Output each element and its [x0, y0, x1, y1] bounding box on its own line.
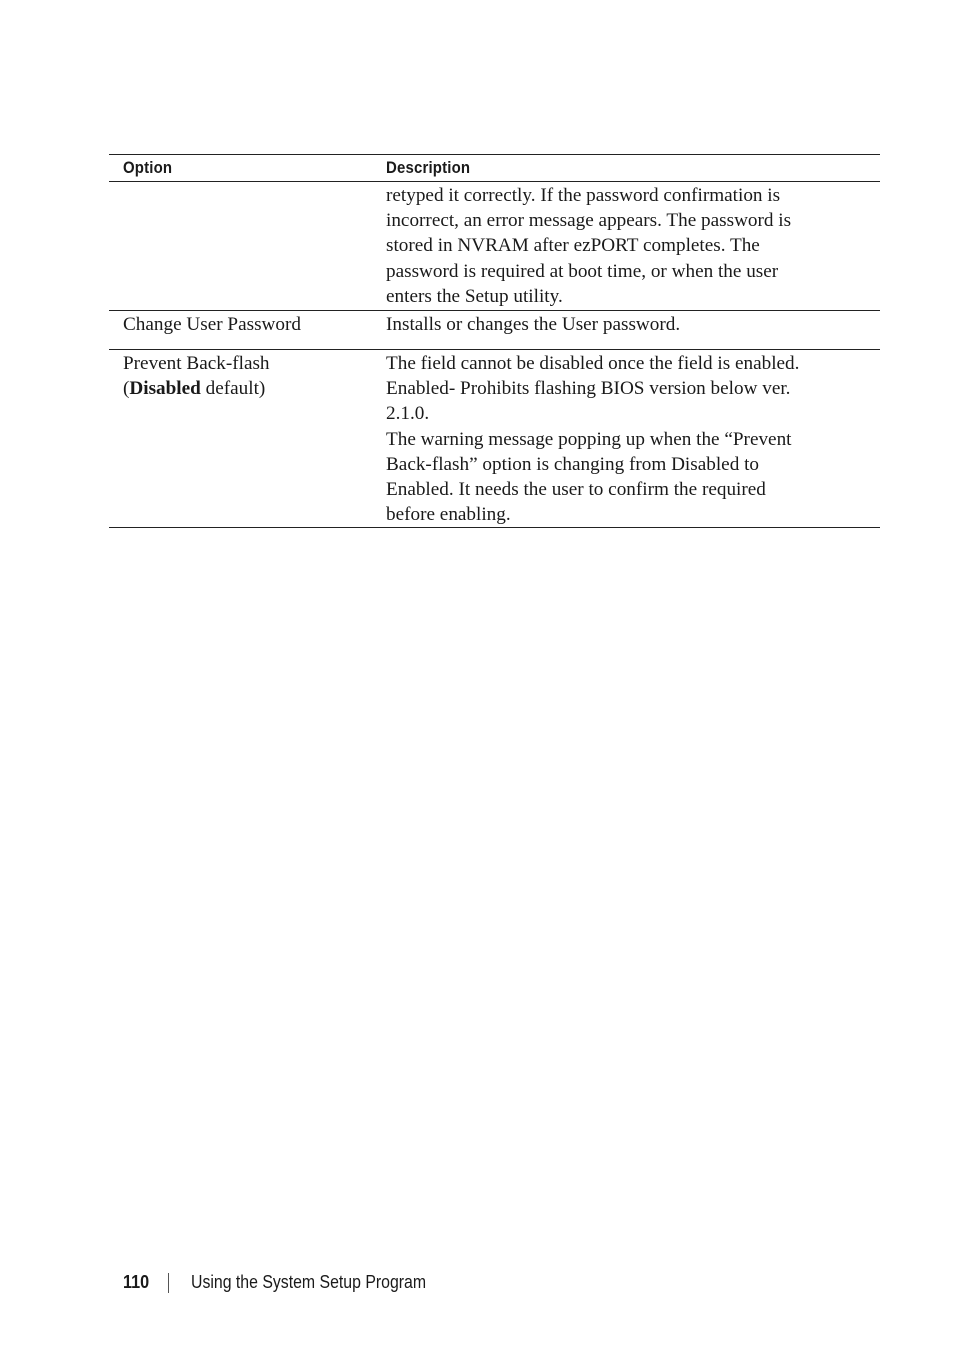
table-row [109, 182, 880, 310]
option-default-value: Disabled [129, 378, 201, 400]
option-cell [109, 351, 386, 527]
header-option-cell [109, 158, 386, 178]
table-bottom-rule [109, 527, 880, 528]
description-line: enters the Setup utility. [386, 285, 563, 307]
description-line: incorrect, an error message appears. The password is [386, 210, 792, 232]
option-default-rest: default) [200, 378, 266, 400]
option-default [123, 376, 386, 401]
description-line: The field cannot be disabled once the field is enabled. [386, 353, 800, 375]
description-line: retyped it correctly. If the password confirmation is [386, 185, 781, 206]
description-line: stored in NVRAM after ezPORT completes. The [386, 235, 760, 257]
description-line: 2.1.0. [386, 403, 430, 425]
description-cell [386, 183, 880, 309]
description-cell [386, 351, 880, 527]
header-description-cell [386, 158, 880, 178]
table-header-row [109, 155, 880, 181]
header-option: Option [123, 158, 173, 177]
description-line: password is required at boot time, or when the user [386, 260, 779, 282]
option-label: Prevent Back-flash [123, 353, 270, 375]
description-line: The warning message popping up when the “Prevent [386, 428, 792, 450]
header-description: Description [386, 158, 471, 177]
settings-table [109, 154, 880, 528]
option-cell [109, 183, 386, 309]
page-number: 110 [123, 1272, 150, 1292]
option-label: Change User Password [123, 314, 301, 336]
option-cell [109, 312, 386, 349]
table-row [109, 311, 880, 349]
description-line: Back-flash” option is changing from Disabled to [386, 453, 760, 475]
description-line: Enabled- Prohibits flashing BIOS version below ver. [386, 378, 791, 400]
description-cell [386, 312, 880, 349]
table-row [109, 350, 880, 527]
page-footer [123, 1272, 458, 1293]
description-line: Enabled. It needs the user to confirm the required [386, 479, 766, 501]
section-title: Using the System Setup Program [191, 1272, 427, 1292]
footer-separator [168, 1273, 169, 1293]
description-line: before enabling. [386, 504, 511, 526]
description-line: Installs or changes the User password. [386, 314, 681, 336]
option-default-open: ( [123, 378, 130, 400]
